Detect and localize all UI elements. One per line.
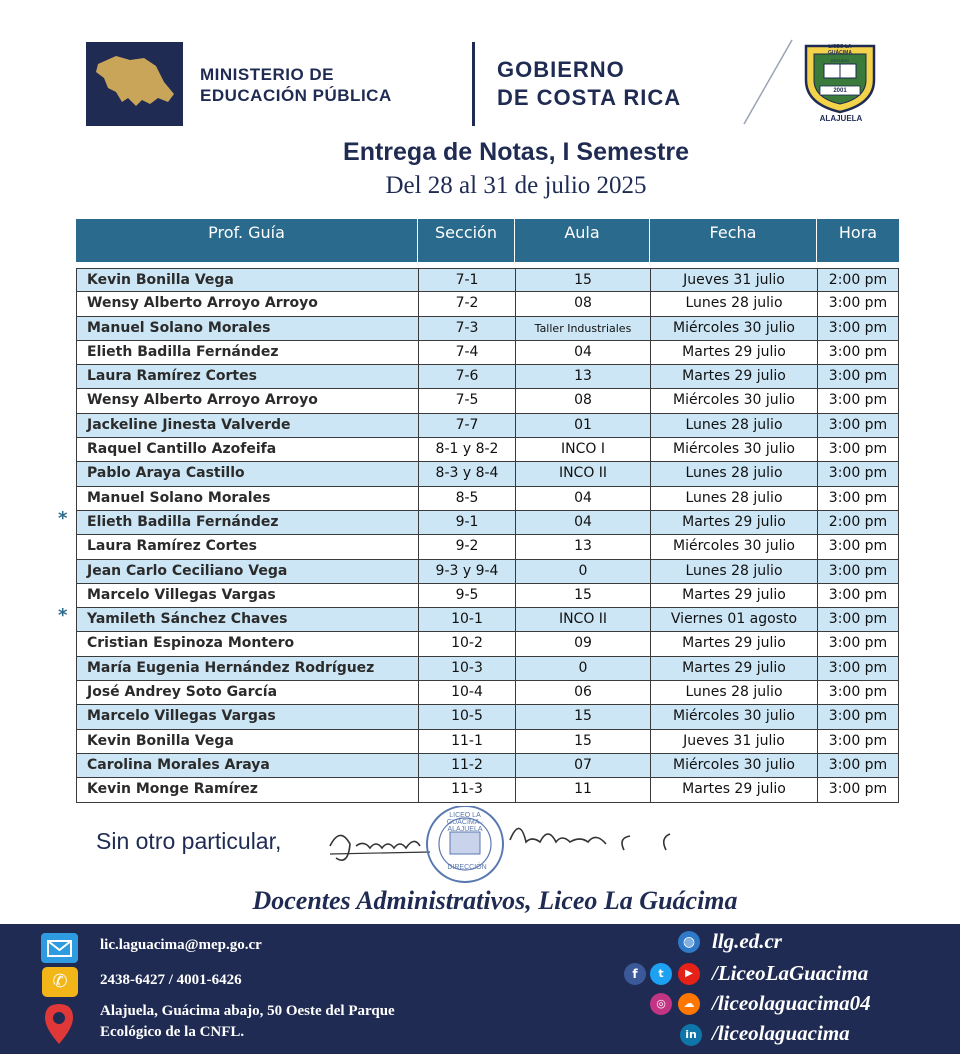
cell-aula: 15 bbox=[516, 705, 651, 728]
header-slash bbox=[740, 36, 796, 128]
cell-prof: Manuel Solano Morales bbox=[77, 317, 419, 340]
stamp-bottom-text: DIRECCIÓN bbox=[447, 864, 487, 871]
table-row bbox=[76, 389, 899, 413]
page-subtitle: Del 28 al 31 de julio 2025 bbox=[385, 172, 647, 199]
cell-hora: 3:00 pm bbox=[828, 756, 888, 773]
cell-hora: 2:00 pm bbox=[828, 272, 888, 288]
cell-seccion: 11-2 bbox=[419, 754, 516, 777]
mep-logo bbox=[86, 42, 183, 126]
table-row bbox=[76, 365, 899, 389]
cell-fecha: Martes 29 julio bbox=[651, 657, 818, 680]
cell-hora: 3:00 pm bbox=[828, 781, 888, 798]
table-row bbox=[76, 657, 899, 681]
email-icon bbox=[41, 933, 78, 963]
cell-aula: 08 bbox=[516, 292, 651, 315]
cell-seccion: 8-5 bbox=[419, 487, 516, 510]
soundcloud-icon[interactable]: ☁ bbox=[678, 993, 700, 1015]
cell-seccion: 9-1 bbox=[419, 511, 516, 534]
cell-seccion: 10-2 bbox=[419, 632, 516, 655]
cell-aula: Taller Industriales bbox=[516, 317, 651, 340]
cell-hora: 3:00 pm bbox=[828, 684, 888, 701]
cell-prof: Yamileth Sánchez Chaves bbox=[77, 608, 419, 631]
cell-seccion: 7-5 bbox=[419, 389, 516, 412]
signed-by: Docentes Administrativos, Liceo La Guácima bbox=[252, 886, 738, 915]
cell-fecha: Miércoles 30 julio bbox=[651, 705, 818, 728]
footer-address: Alajuela, Guácima abajo, 50 Oeste del Parque Ecológico de la CNFL. bbox=[100, 1003, 395, 1040]
page-footer bbox=[0, 924, 960, 1054]
cell-aula: INCO II bbox=[516, 462, 651, 485]
cell-prof: Raquel Cantillo Azofeifa bbox=[77, 438, 419, 461]
cell-hora: 3:00 pm bbox=[828, 538, 888, 555]
cell-hora: 2:00 pm bbox=[828, 513, 888, 530]
cell-hora: 3:00 pm bbox=[828, 708, 888, 725]
phone-icon: ✆ bbox=[42, 967, 78, 997]
cell-hora: 3:00 pm bbox=[828, 732, 888, 749]
cell-aula: 13 bbox=[516, 365, 651, 388]
cell-aula: 15 bbox=[516, 730, 651, 753]
cell-prof: Elieth Badilla Fernández bbox=[77, 341, 419, 364]
cell-aula: 15 bbox=[516, 269, 651, 291]
cell-seccion: 10-3 bbox=[419, 657, 516, 680]
cell-prof: Kevin Monge Ramírez bbox=[77, 778, 419, 801]
cell-fecha: Miércoles 30 julio bbox=[651, 754, 818, 777]
table-row bbox=[76, 681, 899, 705]
footer-email[interactable]: lic.laguacima@mep.go.cr bbox=[100, 937, 262, 953]
crest-top-label: LICEO LA GUÁCIMA bbox=[828, 44, 852, 56]
cell-aula: 0 bbox=[516, 560, 651, 583]
table-row bbox=[76, 754, 899, 778]
costa-rica-map-icon bbox=[86, 42, 183, 126]
cell-seccion: 9-2 bbox=[419, 535, 516, 558]
location-pin-icon bbox=[42, 1002, 76, 1046]
table-body bbox=[76, 268, 899, 803]
cell-seccion: 7-6 bbox=[419, 365, 516, 388]
col-header-hora: Hora bbox=[838, 223, 878, 242]
cell-hora: 3:00 pm bbox=[828, 441, 888, 458]
cell-seccion: 7-1 bbox=[419, 269, 516, 291]
cell-seccion: 8-1 y 8-2 bbox=[419, 438, 516, 461]
crest-motto: ESTUDIO bbox=[831, 58, 849, 63]
cell-seccion: 7-7 bbox=[419, 414, 516, 437]
cell-aula: 04 bbox=[516, 341, 651, 364]
cell-prof: Wensy Alberto Arroyo Arroyo bbox=[77, 389, 419, 412]
cell-seccion: 7-4 bbox=[419, 341, 516, 364]
cell-aula: INCO II bbox=[516, 608, 651, 631]
cell-fecha: Lunes 28 julio bbox=[651, 462, 818, 485]
page-header bbox=[0, 0, 960, 135]
cell-prof: Jackeline Jinesta Valverde bbox=[77, 414, 419, 437]
cell-seccion: 7-2 bbox=[419, 292, 516, 315]
cell-fecha: Lunes 28 julio bbox=[651, 292, 818, 315]
cell-seccion: 11-1 bbox=[419, 730, 516, 753]
stamp-top-text: LICEO LA GUÁCIMA · ALAJUELA bbox=[446, 812, 484, 833]
cell-aula: INCO I bbox=[516, 438, 651, 461]
cell-fecha: Martes 29 julio bbox=[651, 511, 818, 534]
cell-aula: 04 bbox=[516, 487, 651, 510]
table-row bbox=[76, 705, 899, 729]
cell-aula: 06 bbox=[516, 681, 651, 704]
cell-prof: Jean Carlo Ceciliano Vega bbox=[77, 560, 419, 583]
cell-hora: 3:00 pm bbox=[828, 392, 888, 409]
cell-seccion: 10-4 bbox=[419, 681, 516, 704]
cell-fecha: Lunes 28 julio bbox=[651, 560, 818, 583]
cell-hora: 3:00 pm bbox=[828, 611, 888, 628]
cell-aula: 09 bbox=[516, 632, 651, 655]
crest-year: 2001 bbox=[833, 88, 847, 94]
footer-social-2[interactable]: /liceolaguacima04 bbox=[712, 991, 871, 1015]
cell-fecha: Lunes 28 julio bbox=[651, 414, 818, 437]
table-row bbox=[76, 535, 899, 559]
cell-hora: 3:00 pm bbox=[828, 295, 888, 312]
table-row bbox=[76, 584, 899, 608]
star-marker: * bbox=[58, 605, 68, 626]
cell-prof: Marcelo Villegas Vargas bbox=[77, 705, 419, 728]
col-header-seccion: Sección bbox=[418, 219, 515, 262]
footer-phones: 2438-6427 / 4001-6426 bbox=[100, 972, 242, 988]
cell-fecha: Miércoles 30 julio bbox=[651, 389, 818, 412]
cell-fecha: Miércoles 30 julio bbox=[651, 438, 818, 461]
globe-icon: ◍ bbox=[678, 931, 700, 953]
youtube-icon[interactable]: ▶ bbox=[678, 963, 700, 985]
table-row bbox=[76, 292, 899, 316]
cell-fecha: Jueves 31 julio bbox=[651, 269, 818, 291]
table-row bbox=[76, 730, 899, 754]
cell-hora: 3:00 pm bbox=[828, 416, 888, 433]
cell-fecha: Martes 29 julio bbox=[651, 341, 818, 364]
instagram-icon[interactable]: ◎ bbox=[650, 993, 672, 1015]
footer-website[interactable]: llg.ed.cr bbox=[712, 929, 782, 953]
cell-fecha: Martes 29 julio bbox=[651, 778, 818, 801]
cell-hora: 3:00 pm bbox=[828, 586, 888, 603]
table-row bbox=[76, 341, 899, 365]
col-header-aula: Aula bbox=[515, 219, 650, 262]
cell-prof: María Eugenia Hernández Rodríguez bbox=[77, 657, 419, 680]
table-header bbox=[76, 219, 899, 262]
cell-aula: 07 bbox=[516, 754, 651, 777]
cell-hora: 3:00 pm bbox=[828, 635, 888, 652]
cell-fecha: Viernes 01 agosto bbox=[651, 608, 818, 631]
cell-fecha: Martes 29 julio bbox=[651, 365, 818, 388]
cell-seccion: 8-3 y 8-4 bbox=[419, 462, 516, 485]
col-header-fecha: Fecha bbox=[650, 219, 817, 262]
cell-prof: Cristian Espinoza Montero bbox=[77, 632, 419, 655]
cell-prof: Laura Ramírez Cortes bbox=[77, 365, 419, 388]
cell-fecha: Lunes 28 julio bbox=[651, 681, 818, 704]
cell-fecha: Martes 29 julio bbox=[651, 584, 818, 607]
cell-fecha: Lunes 28 julio bbox=[651, 487, 818, 510]
table-row bbox=[76, 268, 899, 292]
facebook-icon[interactable]: f bbox=[624, 963, 646, 985]
linkedin-icon[interactable]: in bbox=[680, 1024, 702, 1046]
cell-seccion: 10-1 bbox=[419, 608, 516, 631]
government-name: GOBIERNO DE COSTA RICA bbox=[497, 57, 682, 110]
table-row bbox=[76, 608, 899, 632]
cell-hora: 3:00 pm bbox=[828, 659, 888, 676]
cell-hora: 3:00 pm bbox=[828, 343, 888, 360]
cell-aula: 04 bbox=[516, 511, 651, 534]
cell-hora: 3:00 pm bbox=[828, 562, 888, 579]
cell-aula: 08 bbox=[516, 389, 651, 412]
cell-fecha: Miércoles 30 julio bbox=[651, 317, 818, 340]
cell-aula: 13 bbox=[516, 535, 651, 558]
col-header-prof: Prof. Guía bbox=[76, 219, 418, 262]
school-city: ALAJUELA bbox=[819, 114, 863, 123]
cell-hora: 3:00 pm bbox=[828, 489, 888, 506]
cell-prof: Pablo Araya Castillo bbox=[77, 462, 419, 485]
cell-prof: Manuel Solano Morales bbox=[77, 487, 419, 510]
cell-seccion: 11-3 bbox=[419, 778, 516, 801]
page-title: Entrega de Notas, I Semestre bbox=[343, 138, 689, 166]
table-row bbox=[76, 560, 899, 584]
table-row bbox=[76, 632, 899, 656]
cell-fecha: Jueves 31 julio bbox=[651, 730, 818, 753]
cell-prof: Laura Ramírez Cortes bbox=[77, 535, 419, 558]
footer-social-3[interactable]: /liceolaguacima bbox=[712, 1021, 850, 1045]
header-divider bbox=[472, 42, 475, 126]
cell-aula: 11 bbox=[516, 778, 651, 801]
star-marker: * bbox=[58, 508, 68, 529]
cell-aula: 0 bbox=[516, 657, 651, 680]
table-row bbox=[76, 462, 899, 486]
table-row bbox=[76, 414, 899, 438]
cell-seccion: 9-3 y 9-4 bbox=[419, 560, 516, 583]
cell-hora: 3:00 pm bbox=[828, 319, 888, 336]
cell-aula: 15 bbox=[516, 584, 651, 607]
cell-prof: Kevin Bonilla Vega bbox=[77, 730, 419, 753]
cell-hora: 3:00 pm bbox=[828, 368, 888, 385]
closing-text: Sin otro particular, bbox=[96, 828, 282, 854]
cell-fecha: Martes 29 julio bbox=[651, 632, 818, 655]
footer-social-1[interactable]: /LiceoLaGuacima bbox=[712, 961, 869, 985]
cell-prof: Marcelo Villegas Vargas bbox=[77, 584, 419, 607]
table-row bbox=[76, 487, 899, 511]
cell-seccion: 7-3 bbox=[419, 317, 516, 340]
twitter-icon[interactable]: t bbox=[650, 963, 672, 985]
table-row bbox=[76, 438, 899, 462]
cell-seccion: 10-5 bbox=[419, 705, 516, 728]
table-row bbox=[76, 511, 899, 535]
cell-prof: Kevin Bonilla Vega bbox=[77, 269, 419, 291]
schedule-table bbox=[76, 219, 899, 803]
ministry-name: MINISTERIO DE EDUCACIÓN PÚBLICA bbox=[200, 65, 392, 105]
cell-hora: 3:00 pm bbox=[828, 465, 888, 482]
table-row bbox=[76, 778, 899, 802]
cell-prof: Elieth Badilla Fernández bbox=[77, 511, 419, 534]
cell-prof: Carolina Morales Araya bbox=[77, 754, 419, 777]
cell-aula: 01 bbox=[516, 414, 651, 437]
cell-fecha: Miércoles 30 julio bbox=[651, 535, 818, 558]
cell-prof: José Andrey Soto García bbox=[77, 681, 419, 704]
cell-prof: Wensy Alberto Arroyo Arroyo bbox=[77, 292, 419, 315]
table-row bbox=[76, 317, 899, 341]
cell-seccion: 9-5 bbox=[419, 584, 516, 607]
